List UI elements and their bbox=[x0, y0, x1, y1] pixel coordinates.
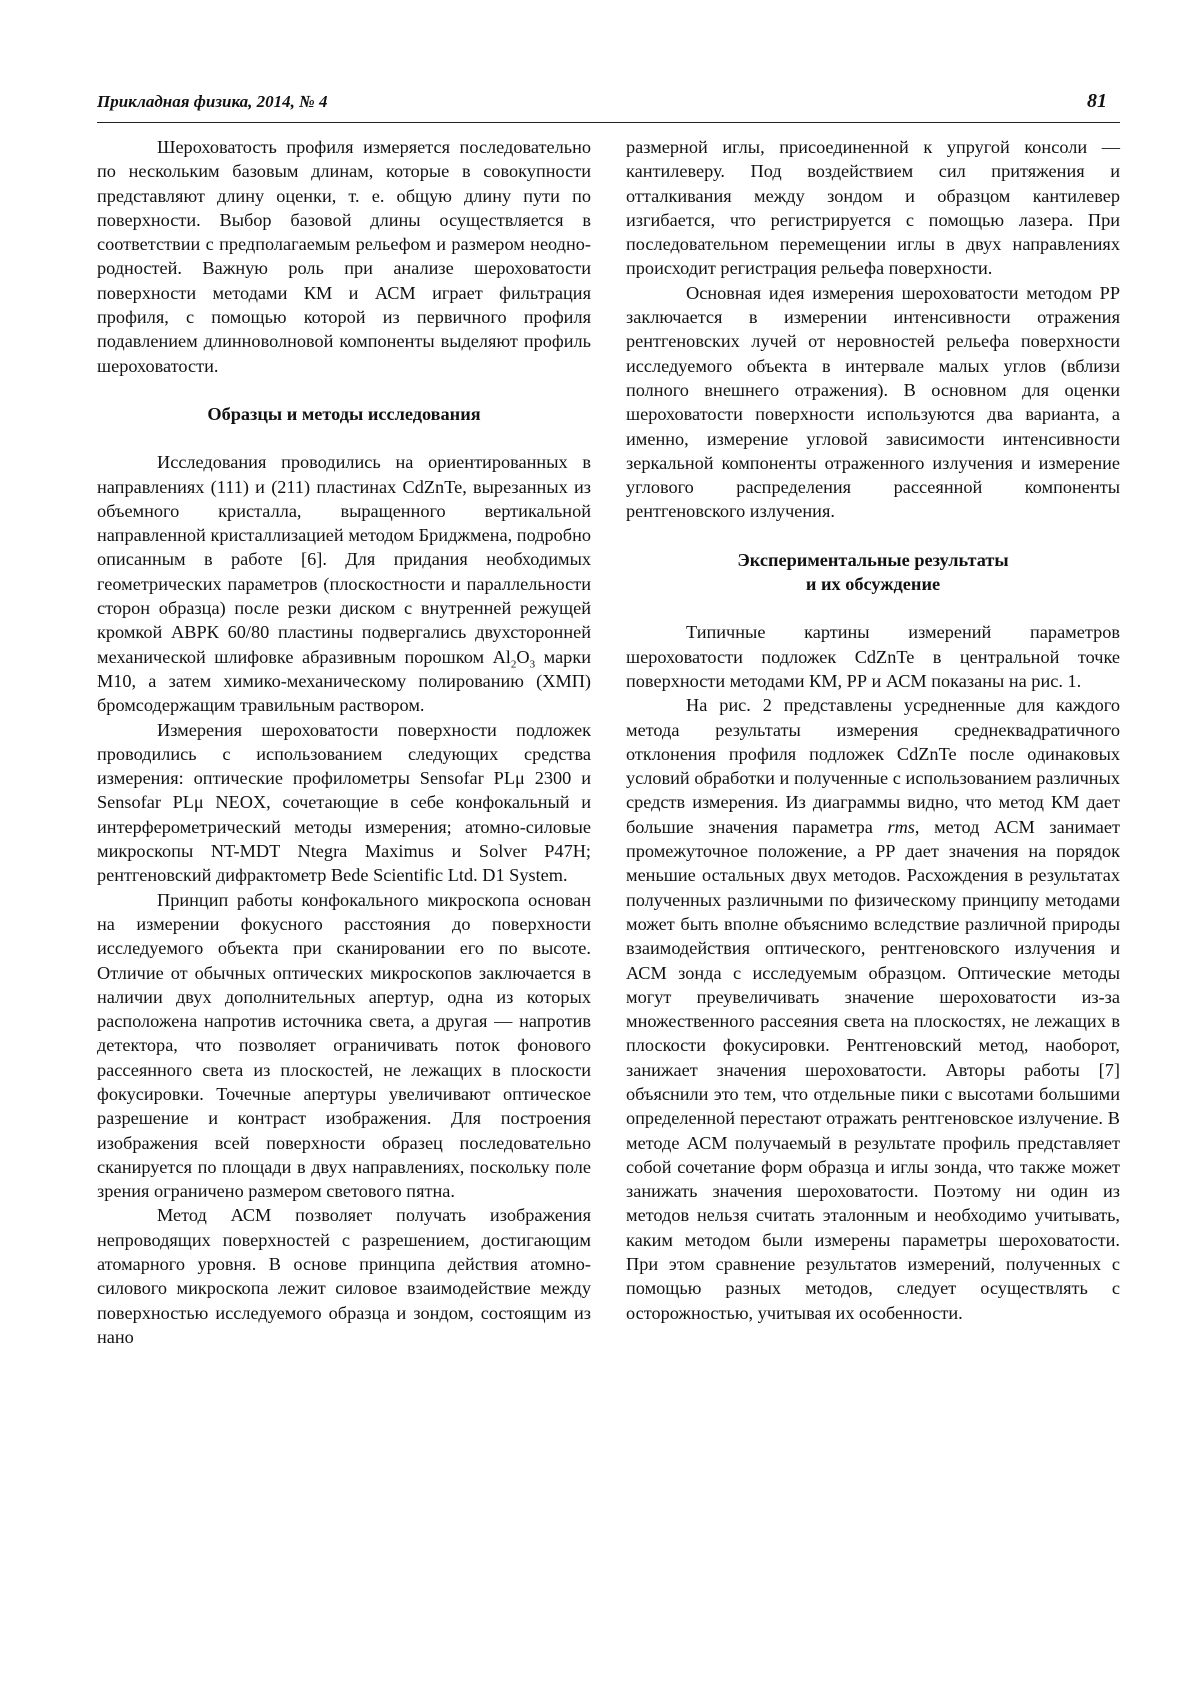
paragraph: Метод АСМ позволяет получать изображения непроводящих поверхностей с разрешением, достигающим атомарного уровня. В основе принципа действия атомно-силового микроскопа лежит силовое взаимодействие между поверхностью исследуемого образца и зондом, состоящим из нано bbox=[97, 1205, 591, 1347]
page-number: 81 bbox=[1087, 90, 1107, 112]
left-column bbox=[97, 135, 591, 1349]
paragraph: Измерения шероховатости поверхности подложек проводились с использованием следующих средства измерения: оптические профилометры Sensofar PLμ 2300 и Sensofar PLμ NEOX, сочетающие в себе конфокальный и интерферометрический методы измерения; атомно-силовые микроскопы NT-MDT Ntegra Maximus и Solver P47H; рентгеновский дифрактометр Bede Scientific Ltd. D1 System. bbox=[97, 719, 591, 886]
section-heading-results-line1: Экспериментальные результаты bbox=[737, 549, 1009, 570]
paragraph-text: марки М10, а затем химико-механическому полированию (ХМП) бромсодержащим травильным раствором. bbox=[97, 646, 591, 716]
header-rule bbox=[97, 122, 1120, 123]
subscript: 2 bbox=[510, 658, 517, 671]
paragraph: Шероховатость профиля измеряется последовательно по нескольким базовым длинам, которые в совокупности представляют длину оценки, т. е. общую длину пути по поверхности. Выбор базовой длины осуществляется в соответствии с предполагаемым рельефом и размером неоднородностей. Важную роль при анализе шероховатости поверхности методами КМ и АСМ играет фильтрация профиля, с помощью которой из первичного профиля подавлением длинноволновой компоненты выделяют профиль шероховатости. bbox=[97, 137, 591, 376]
italic-term: rms bbox=[887, 816, 915, 837]
paragraph-text: Исследования проводились на ориентированных в направлениях (111) и (211) пластинах CdZnTe, вырезанных из объемного кристалла, выращенного вертикальной направленной кристаллизацией методом Бриджмена, подробно описанным в работе [6]. Для придания необходимых геометрических параметров (плоскостности и параллельности сторон образца) после резки диском с внутренней режущей кромкой АВРК 60/80 пластины подвергались двухсторонней механической шлифовке абразивным порошком Al bbox=[97, 452, 591, 667]
paragraph bbox=[626, 693, 1120, 1325]
paragraph bbox=[97, 450, 591, 717]
paragraph-text: , метод АСМ занимает промежуточное положение, а РР дает значения на порядок меньшие остальных двух методов. Расхождения в результатах полученных различными по физическому принципу методами может быть вполне объяснимо вследствие различной природы взаимодействия оптического, рентгеновского излучения и АСМ зонда с исследуемым образцом. Оптические методы могут преувеличивать значение шероховатости из-за множественного рассеяния света на плоскостях, не лежащих в плоскости фокусировки. Рентгеновский метод, наоборот, занижает значения шероховатости. Авторы работы [7] объяснили это тем, что отдельные пики с высотами большими определенной перестают отражать рентгеновское излучение. В методе АСМ получаемый в результате профиль представляет собой сочетание форм образца и иглы зонда, что также может занижать значения шероховатости. Поэтому ни один из методов нельзя считать эталонным и необходимо учитывать, каким методом были измерены параметры шероховатости. При этом сравнение результатов измерений, полученных с помощью разных методов, следует осуществлять с осторожностью, учитывая их особенности. bbox=[626, 816, 1120, 1323]
paragraph: размерной иглы, присоединенной к упругой консоли — кантилеверу. Под воздействием сил притяжения и отталкивания между зондом и образцом кантилевер изгибается, что регистрируется с помощью лазера. При последовательном перемещении иглы в двух направлениях происходит регистрация рельефа поверхности. bbox=[626, 137, 1120, 279]
paragraph: Основная идея измерения шероховатости методом РР заключается в измерении интенсивности отражения рентгеновских лучей от неровностей рельефа поверхности исследуемого объекта в интервале малых углов (вблизи полного внешнего отражения). В основном для оценки шероховатости поверхности используются два варианта, а именно, измерение угловой зависимости интенсивности зеркальной компоненты отраженного излучения и измерение углового распределения рассеянной компоненты рентгеновского излучения. bbox=[626, 282, 1120, 522]
journal-title: Прикладная физика, 2014, № 4 bbox=[97, 92, 328, 111]
section-heading-samples-methods: Образцы и методы исследования bbox=[207, 403, 481, 424]
paragraph: Принцип работы конфокального микроскопа основан на измерении фокусного расстояния до поверхности исследуемого объекта при сканировании его по высоте. Отличие от обычных оптических микроскопов заключается в наличии двух дополнительных апертур, одна из которых расположена напротив источника света, а другая — напротив детектора, что позволяет ограничивать поток фонового рассеянного света из плоскостей, не лежащих в плоскости фокусировки. Точечные апертуры увеличивают оптическое разрешение и контраст изображения. Для построения изображения всей поверхности образец последовательно сканируется по площади в двух направлениях, поскольку поле зрения ограничено размером светового пятна. bbox=[97, 889, 591, 1202]
running-header bbox=[97, 92, 1120, 116]
subscript: 3 bbox=[529, 658, 536, 671]
right-column bbox=[626, 135, 1120, 1325]
paragraph: Типичные картины измерений параметров шероховатости подложек CdZnTe в центральной точке поверхности методами КМ, РР и АСМ показаны на рис. 1. bbox=[626, 622, 1120, 691]
section-heading-results-line2: и их обсуждение bbox=[805, 574, 941, 595]
paragraph-text: O bbox=[516, 646, 530, 667]
paragraph-text: На рис. 2 представлены усредненные для каждого метода результаты измерения среднеквадратичного отклонения профиля подложек CdZnTe после одинаковых условий обработки и полученные с использованием различных средств измерения. Из диаграммы видно, что метод КМ дает большие значения параметра bbox=[626, 695, 1120, 837]
